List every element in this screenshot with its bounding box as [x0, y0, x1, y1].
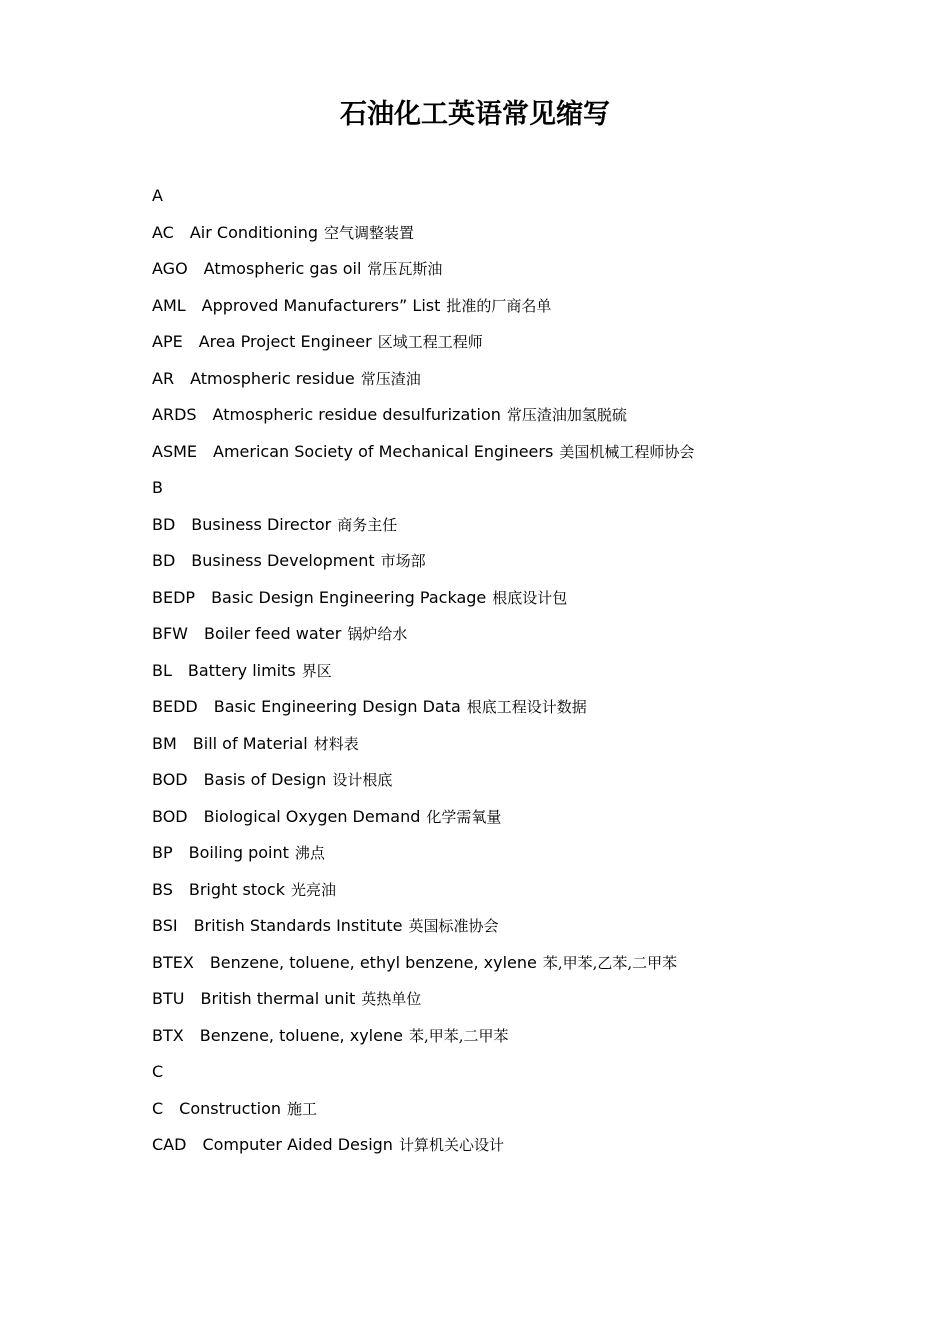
chinese-translation: 沸点	[294, 844, 325, 862]
english-term: American Society of Mechanical Engineers	[213, 441, 554, 461]
abbreviation-code: APE	[152, 332, 183, 351]
abbreviation-code: BEDD	[152, 697, 198, 716]
abbreviation-code: BOD	[152, 806, 188, 826]
english-term: Business Development	[191, 551, 375, 570]
chinese-translation: 常压渣油	[360, 369, 421, 388]
english-term: Battery limits	[187, 660, 296, 680]
section-letter-label: C	[152, 1062, 164, 1081]
abbreviation-code: BEDP	[152, 587, 196, 607]
english-term: British Standards Institute	[193, 916, 403, 935]
abbreviation-code: ARDS	[152, 405, 197, 424]
abbreviation-entry	[152, 945, 872, 982]
chinese-translation: 美国机械工程师协会	[559, 442, 695, 461]
chinese-translation: 常压瓦斯油	[367, 260, 443, 278]
abbreviation-code: AR	[152, 368, 175, 388]
english-term: British thermal unit	[200, 989, 356, 1008]
section-letter-label: B	[152, 478, 163, 497]
abbreviation-entry	[152, 397, 872, 434]
abbreviation-code: AC	[152, 222, 174, 242]
english-term: Construction	[179, 1098, 282, 1118]
english-term: Bright stock	[188, 879, 285, 899]
english-term: Basis of Design	[203, 770, 327, 789]
chinese-translation: 计算机关心设计	[398, 1136, 504, 1154]
abbreviation-code: BD	[152, 514, 176, 534]
abbreviation-entry	[152, 580, 872, 617]
abbreviation-code: CAD	[152, 1135, 187, 1154]
abbreviation-code: BL	[152, 660, 172, 680]
abbreviation-entry	[152, 1018, 872, 1055]
abbreviation-entry	[152, 434, 872, 471]
section-letter	[152, 178, 872, 215]
english-term: Atmospheric gas oil	[203, 259, 362, 278]
chinese-translation: 苯,甲苯,二甲苯	[408, 1026, 509, 1045]
abbreviation-entry	[152, 799, 872, 836]
chinese-translation: 施工	[287, 1099, 318, 1118]
english-term: Approved Manufacturers” List	[201, 295, 441, 315]
abbreviation-code: AML	[152, 295, 186, 315]
abbreviation-code: AGO	[152, 259, 188, 278]
abbreviation-code: BS	[152, 879, 173, 899]
abbreviation-code: ASME	[152, 441, 198, 461]
english-term: Computer Aided Design	[202, 1135, 393, 1154]
abbreviation-code: BTX	[152, 1025, 184, 1045]
section-letter	[152, 470, 872, 507]
english-term: Business Director	[191, 514, 332, 534]
chinese-translation: 根底工程设计数据	[466, 698, 587, 716]
abbreviation-entry	[152, 361, 872, 398]
abbreviation-entry	[152, 324, 872, 361]
chinese-translation: 英国标准协会	[408, 917, 499, 935]
abbreviation-code: BSI	[152, 916, 178, 935]
abbreviation-entry	[152, 251, 872, 288]
chinese-translation: 英热单位	[361, 990, 422, 1008]
abbreviation-entry	[152, 653, 872, 690]
chinese-translation: 设计根底	[332, 771, 393, 789]
english-term: Biological Oxygen Demand	[203, 806, 421, 826]
abbreviation-code: BM	[152, 733, 177, 753]
abbreviation-entry	[152, 1091, 872, 1128]
abbreviation-entry	[152, 288, 872, 325]
abbreviation-entry	[152, 543, 872, 580]
abbreviation-code: BFW	[152, 624, 188, 643]
abbreviation-entry	[152, 215, 872, 252]
section-letter-label: A	[152, 186, 163, 205]
chinese-translation: 市场部	[380, 552, 426, 570]
abbreviation-entry	[152, 507, 872, 544]
english-term: Atmospheric residue	[190, 368, 355, 388]
english-term: Air Conditioning	[189, 222, 318, 242]
abbreviation-entry	[152, 616, 872, 653]
english-term: Benzene, toluene, ethyl benzene, xylene	[209, 952, 537, 972]
english-term: Atmospheric residue desulfurization	[212, 405, 501, 424]
english-term: Boiler feed water	[204, 624, 342, 643]
abbreviation-entry	[152, 1127, 872, 1164]
abbreviation-entry	[152, 908, 872, 945]
english-term: Boiling point	[188, 843, 289, 862]
abbreviation-entry	[152, 726, 872, 763]
abbreviation-code: C	[152, 1098, 164, 1118]
document-title: 石油化工英语常见缩写	[340, 99, 610, 130]
abbreviation-code: BOD	[152, 770, 188, 789]
abbreviation-entry	[152, 762, 872, 799]
english-term: Bill of Material	[192, 733, 308, 753]
abbreviation-code: BP	[152, 843, 173, 862]
english-term: Basic Engineering Design Data	[213, 697, 461, 716]
chinese-translation: 区域工程工程师	[377, 333, 483, 351]
english-term: Area Project Engineer	[198, 332, 372, 351]
section-letter	[152, 1054, 872, 1091]
chinese-translation: 空气调整装置	[324, 223, 415, 242]
abbreviation-code: BD	[152, 551, 176, 570]
abbreviation-code: BTU	[152, 989, 185, 1008]
chinese-translation: 根底设计包	[492, 588, 568, 607]
chinese-translation: 商务主任	[337, 515, 398, 534]
abbreviation-entry	[152, 835, 872, 872]
chinese-translation: 界区	[301, 661, 332, 680]
chinese-translation: 常压渣油加氢脱硫	[506, 406, 627, 424]
chinese-translation: 批准的厂商名单	[446, 296, 552, 315]
chinese-translation: 光亮油	[290, 880, 336, 899]
chinese-translation: 苯,甲苯,乙苯,二甲苯	[542, 953, 678, 972]
chinese-translation: 锅炉给水	[347, 625, 408, 643]
abbreviation-entry	[152, 872, 872, 909]
chinese-translation: 化学需氧量	[426, 807, 502, 826]
abbreviation-entry	[152, 689, 872, 726]
abbreviation-list	[152, 178, 872, 1164]
english-term: Benzene, toluene, xylene	[199, 1025, 403, 1045]
abbreviation-entry	[152, 981, 872, 1018]
chinese-translation: 材料表	[313, 734, 359, 753]
english-term: Basic Design Engineering Package	[211, 587, 487, 607]
abbreviation-code: BTEX	[152, 952, 194, 972]
